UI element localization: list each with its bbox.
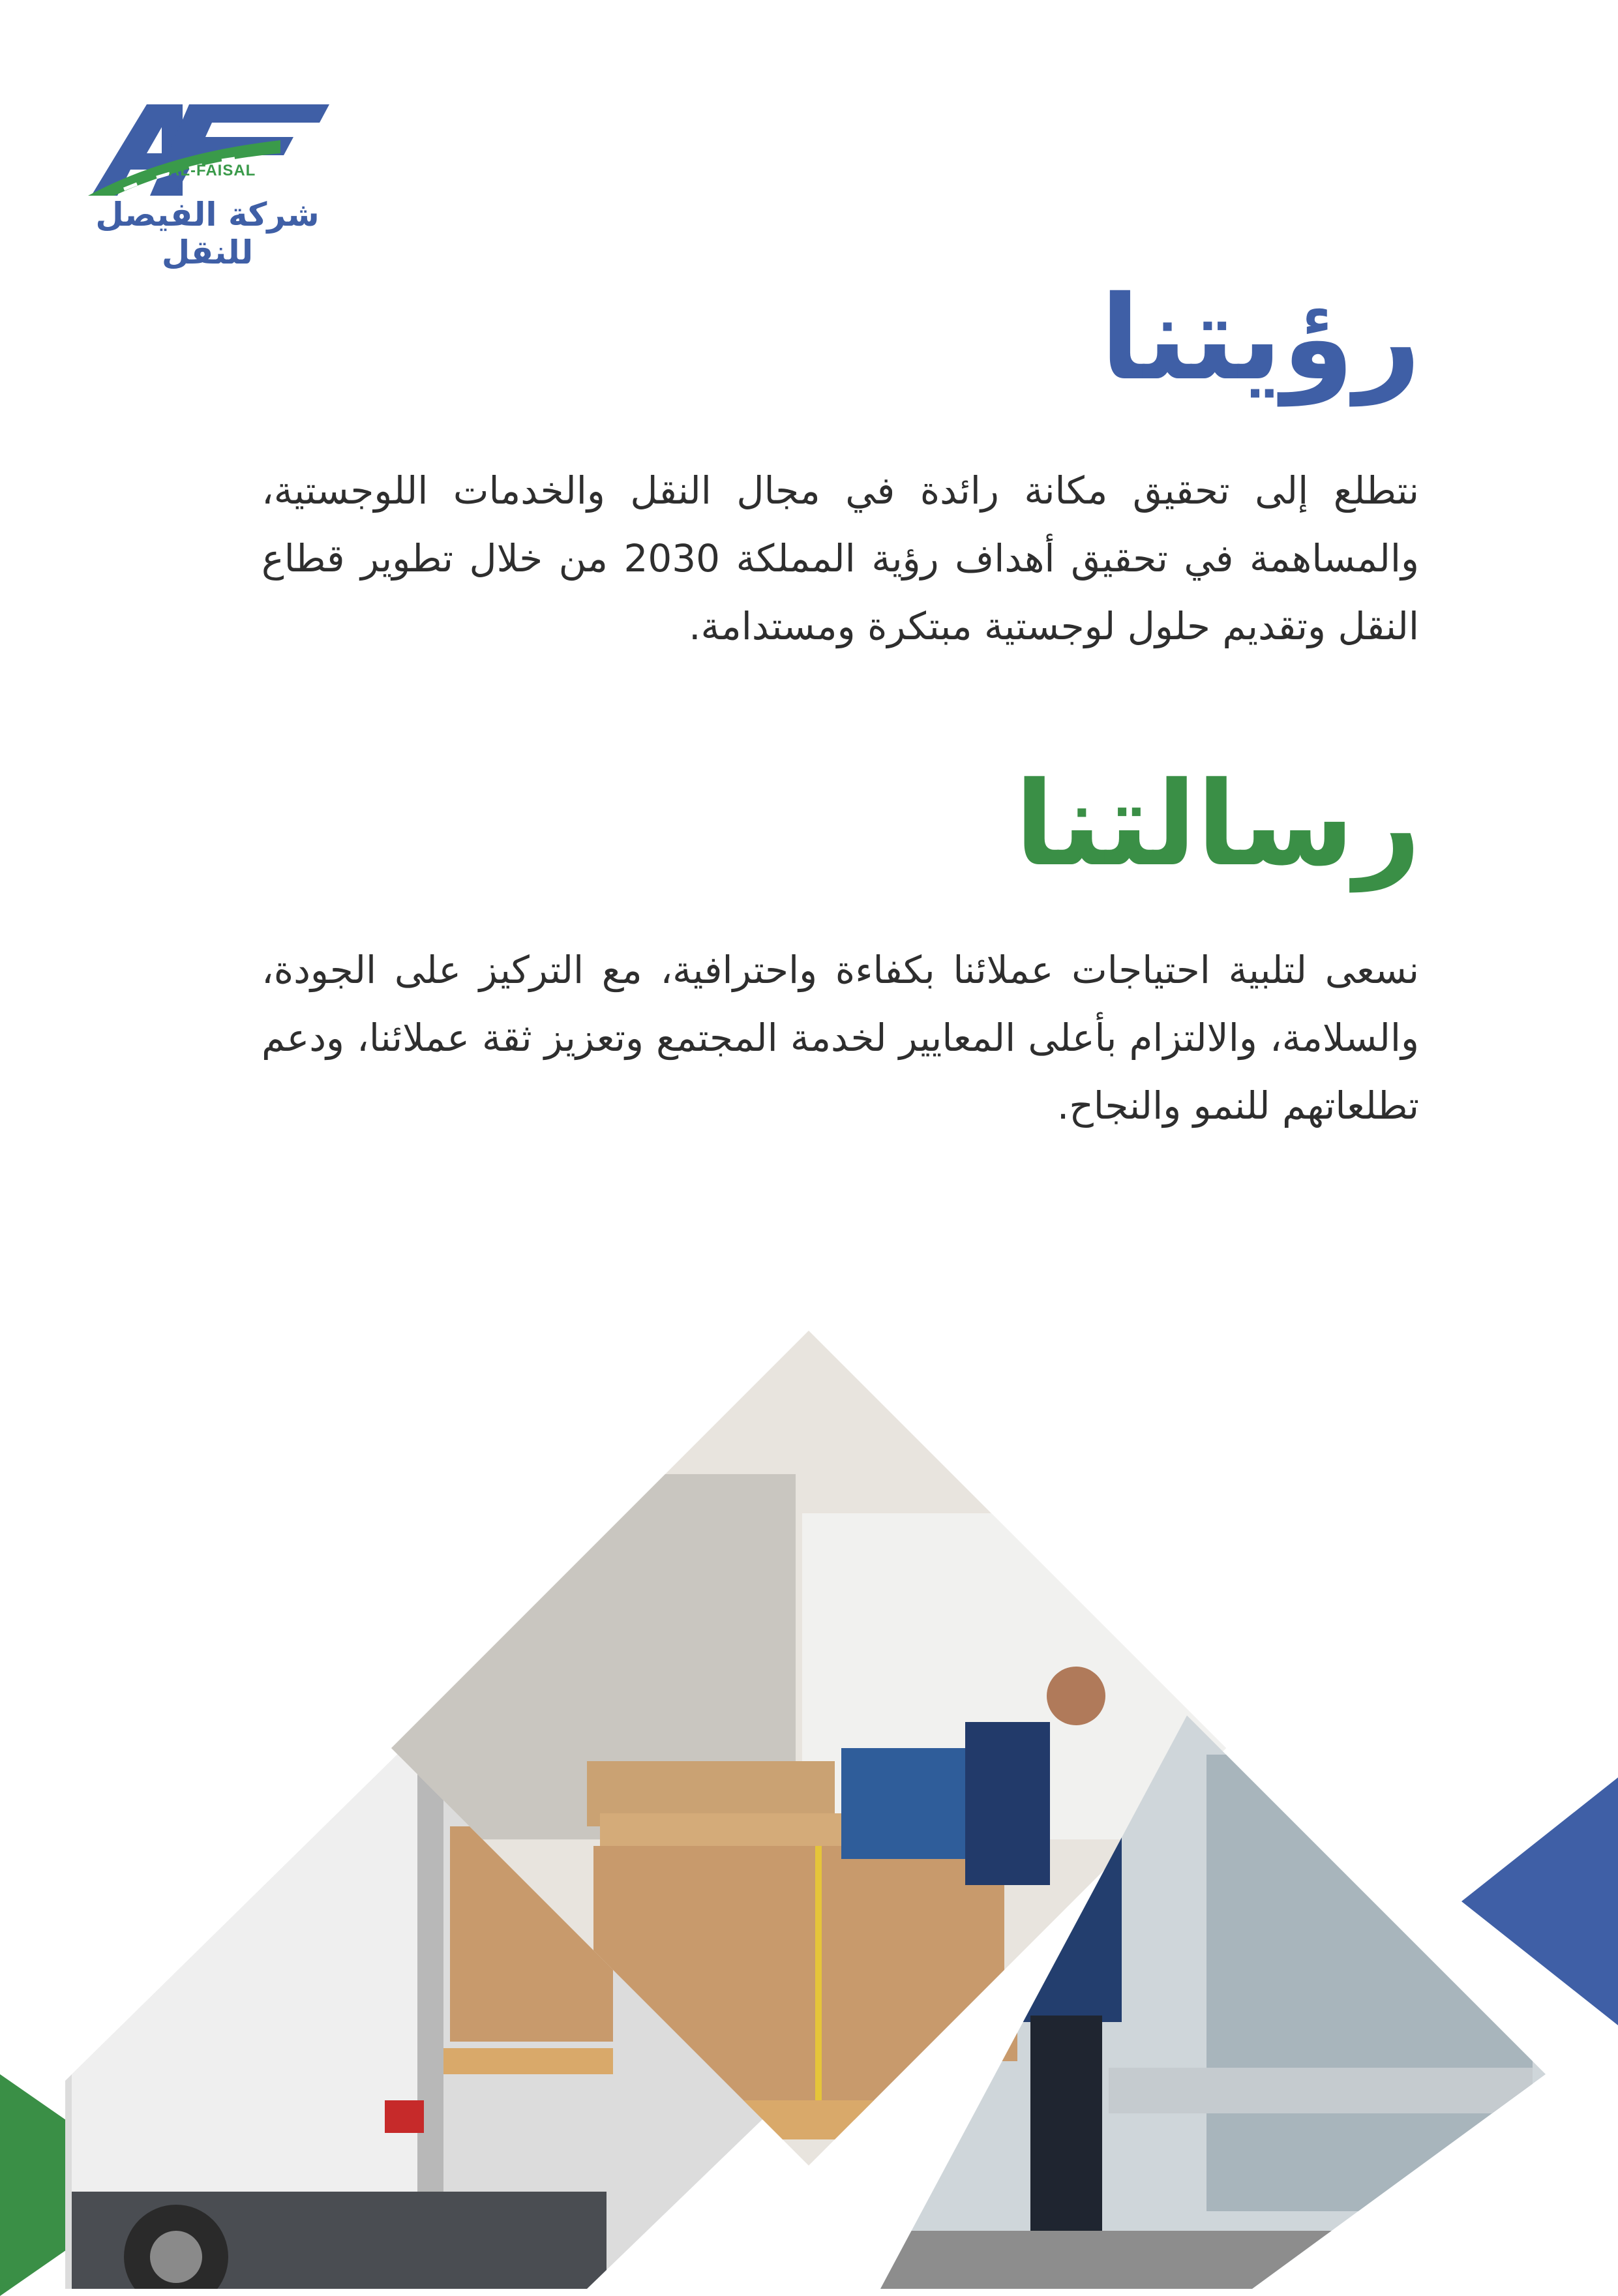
vision-text: نتطلع إلى تحقيق مكانة رائدة في مجال النقل والخدمات اللوجستية، والمساهمة في تحقيق أهداف رؤية المملكة 2030 من خلال تطوير قطاع النقل وتقديم حلول لوجستية مبتكرة ومستدامة. <box>262 468 1420 648</box>
mission-text: نسعى لتلبية احتياجات عملائنا بكفاءة واحترافية، مع التركيز على الجودة، والسلامة، والالتزام بأعلى المعايير لخدمة المجتمع وتعزيز ثقة عملائنا، ودعم تطلعاتهم للنمو والنجاح. <box>262 948 1419 1128</box>
company-logo <box>85 91 333 271</box>
delivery-truck-photo <box>0 1331 1618 2289</box>
logo-arabic-name: شركة الفيصل للنقل <box>95 196 320 271</box>
mission-title: رسالتنا <box>1014 757 1421 892</box>
vision-title: رؤيتنا <box>1100 271 1421 406</box>
af-logo-mark <box>85 91 333 202</box>
logo-english-name: AL-FAISAL <box>168 162 256 179</box>
